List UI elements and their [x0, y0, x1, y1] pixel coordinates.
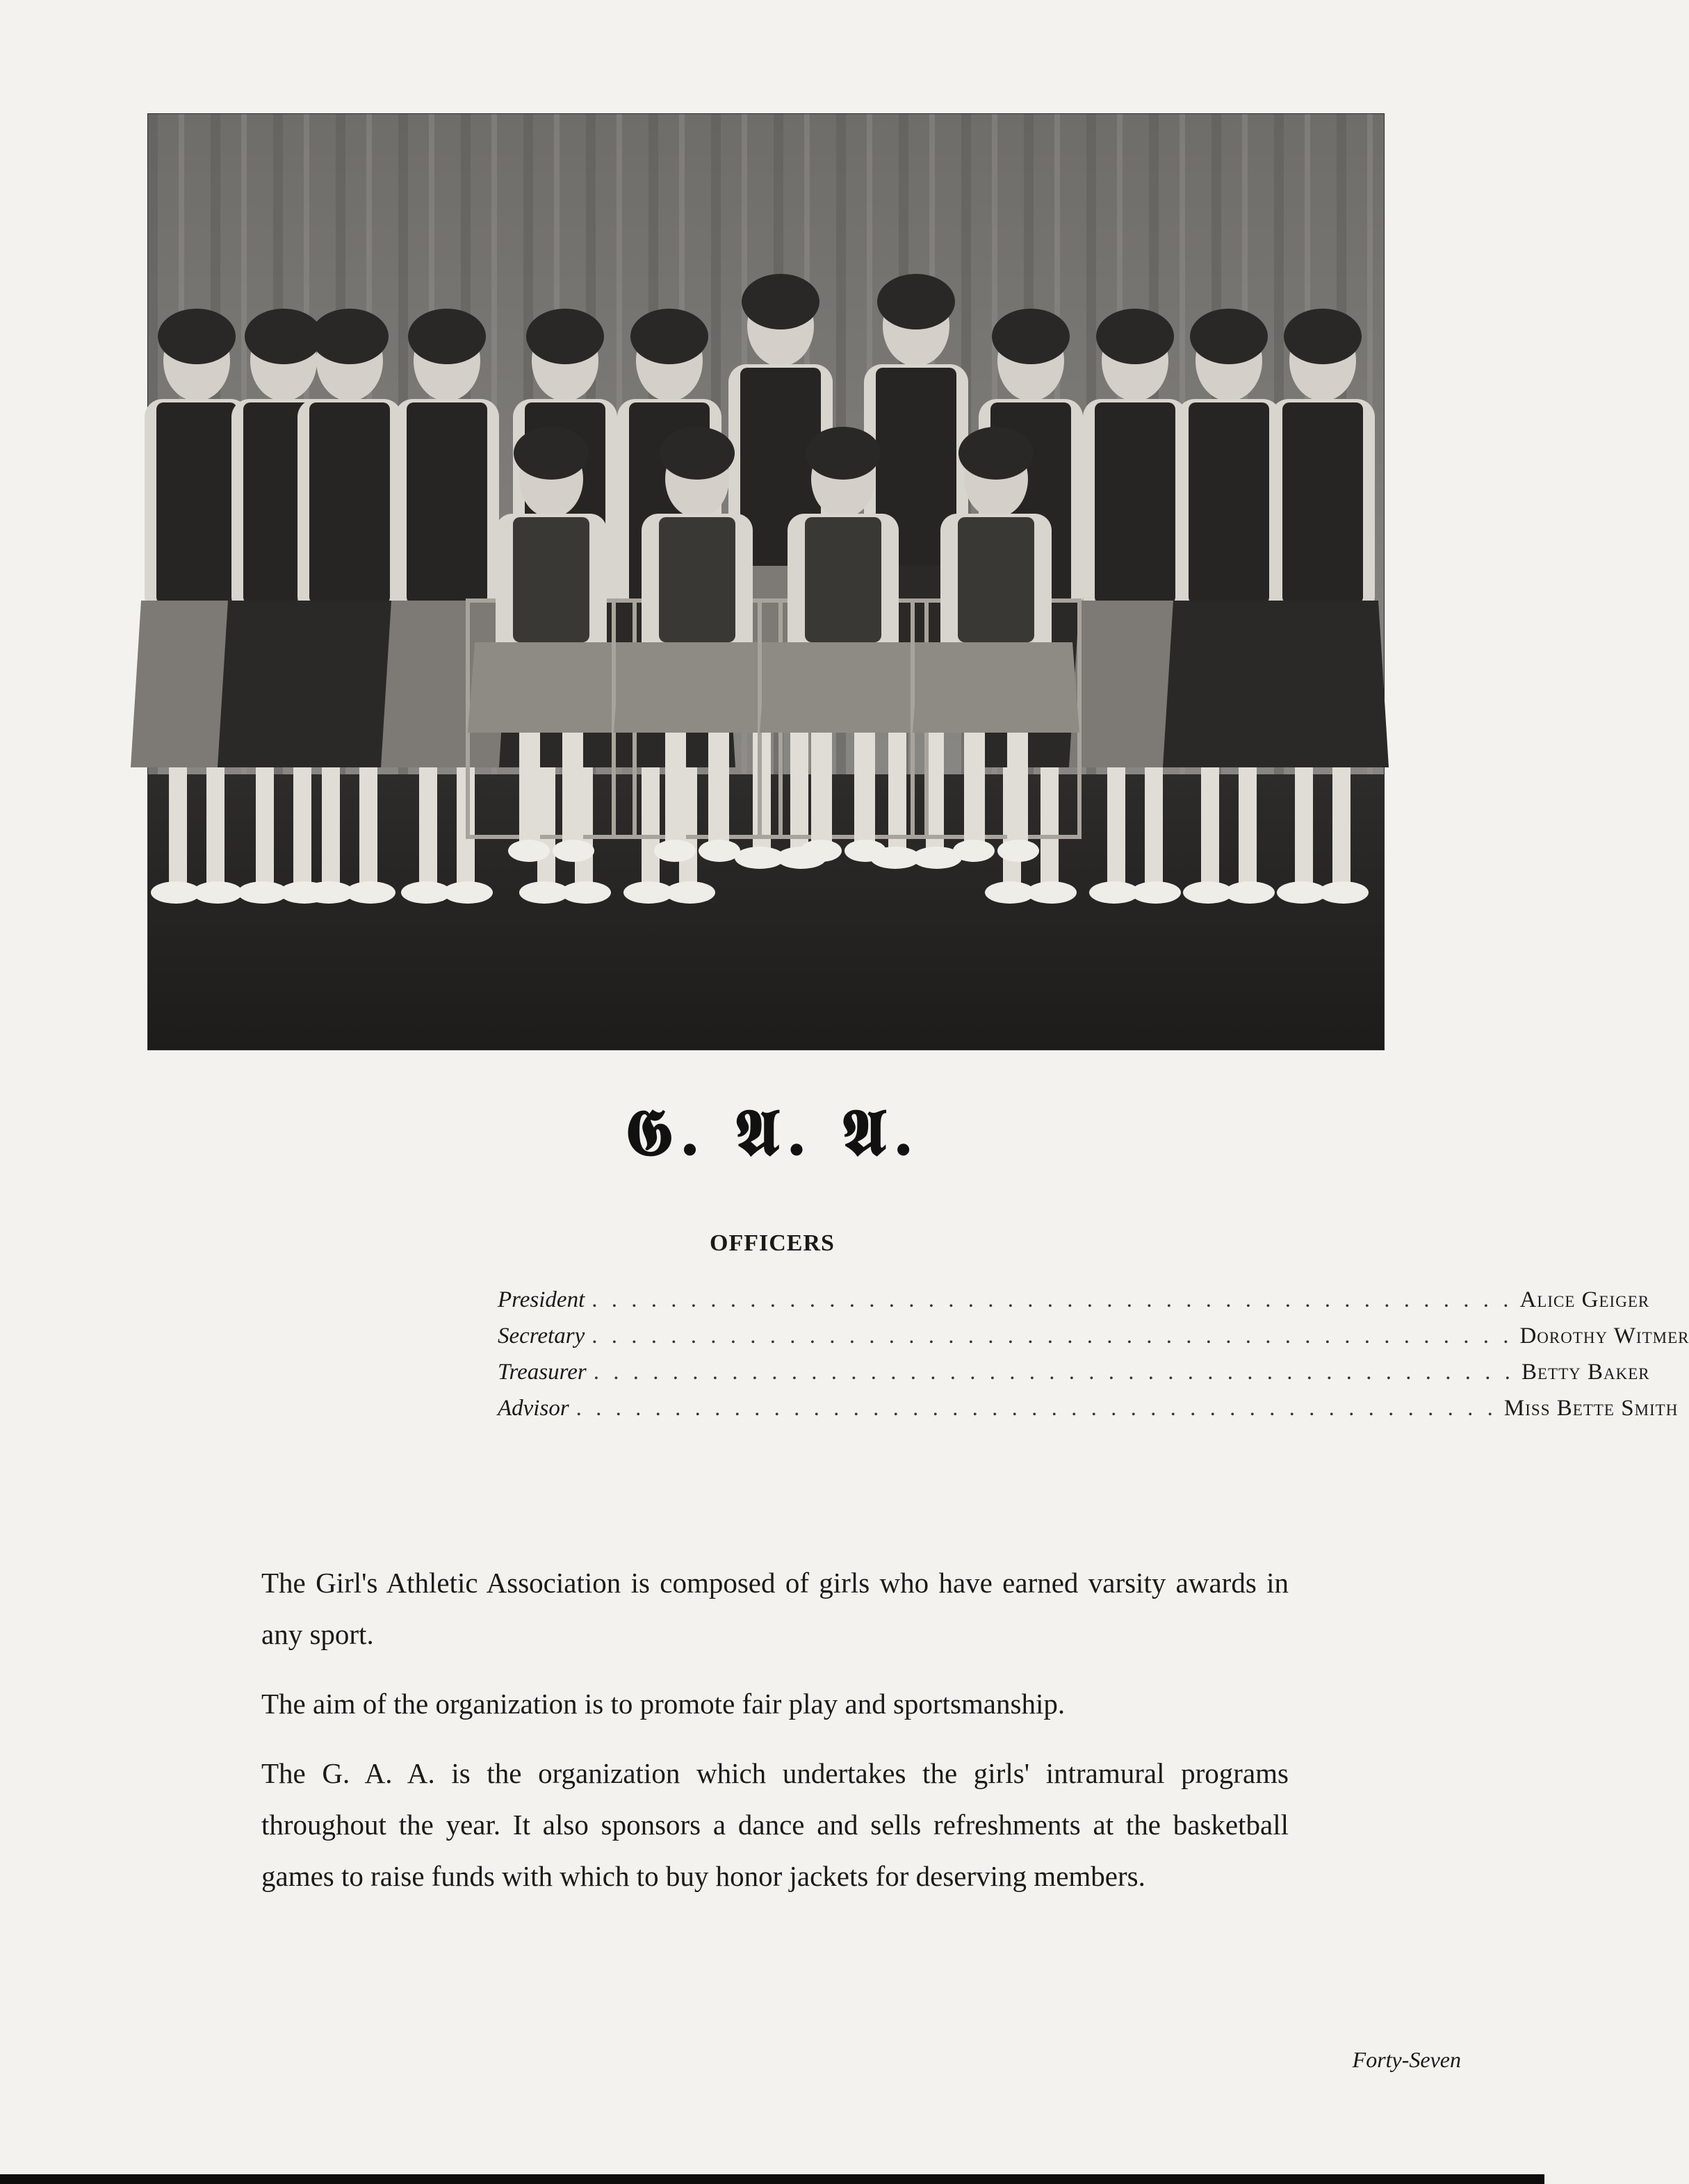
officer-row	[498, 1396, 1679, 1432]
officer-role: Advisor	[498, 1396, 569, 1421]
officer-role: Secretary	[498, 1323, 585, 1348]
page-number: Forty-Seven	[1352, 2047, 1461, 2072]
group-photo-icon	[148, 114, 1384, 1050]
officer-row	[498, 1360, 1650, 1396]
page-title: 𝕲. 𝕬. 𝕬.	[624, 1095, 920, 1170]
officer-name: Dorothy Witmer	[1519, 1323, 1689, 1348]
leader-dots: . . . . . . . . . . . . . . . . . . . . . . . . . . . . . . . . . . . . . . . . . . . . . . .	[591, 1323, 1513, 1348]
officer-role: President	[498, 1287, 585, 1312]
officer-row	[498, 1287, 1650, 1323]
leader-dots: . . . . . . . . . . . . . . . . . . . . . . . . . . . . . . . . . . . . . . . . . . . . . . .	[591, 1287, 1513, 1312]
paragraph: The Girl's Athletic Association is composed of girls who have earned varsity awards in any sport.	[261, 1567, 1289, 1650]
body-text	[261, 1557, 1289, 1920]
leader-dots: . . . . . . . . . . . . . . . . . . . . . . . . . . . . . . . . . . . . . . . . . . . . . . .	[576, 1396, 1497, 1421]
officer-name: Alice Geiger	[1519, 1287, 1650, 1312]
officer-name: Betty Baker	[1521, 1360, 1650, 1385]
officer-row	[498, 1323, 1689, 1360]
officer-role: Treasurer	[498, 1360, 587, 1385]
officers-list	[498, 1287, 1689, 1432]
paragraph: The G. A. A. is the organization which undertakes the girls' intramural programs throughout the year. It also sponsors a dance and sells refreshments at the basketball games to raise funds with which to buy honor jackets for deserving members.	[261, 1757, 1289, 1892]
officers-heading: OFFICERS	[710, 1230, 835, 1256]
leader-dots: . . . . . . . . . . . . . . . . . . . . . . . . . . . . . . . . . . . . . . . . . . . . . . .	[593, 1360, 1515, 1385]
group-photo	[147, 113, 1385, 1050]
officer-name: Miss Bette Smith	[1503, 1396, 1679, 1421]
page-edge	[0, 2174, 1544, 2184]
paragraph: The aim of the organization is to promote fair play and sportsmanship.	[261, 1688, 1066, 1720]
